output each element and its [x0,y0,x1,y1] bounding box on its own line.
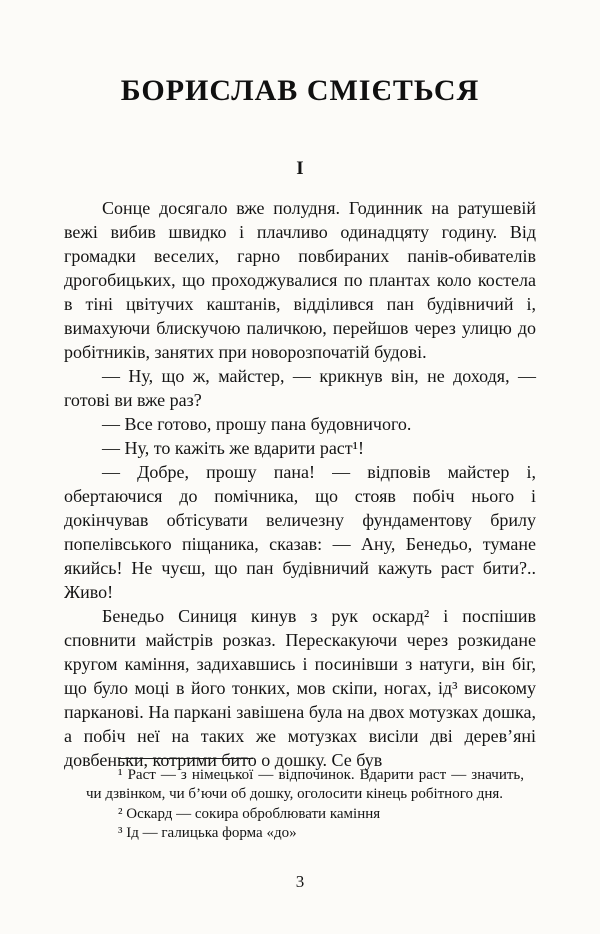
paragraph: — Ну, що ж, майстер, — крикнув він, не доходя, — готові ви вже раз? [64,366,536,410]
footnotes-section [86,750,524,844]
footnote-separator [118,758,253,759]
paragraph: — Добре, прошу пана! — відповів майстер і, обертаючися до помічника, що стояв побіч нього і докінчував обтісувати величезну фундаментову брилу попелівського піщаника, сказав: — Ану, Бенедьо, тумане якийсь! Не чуєш, що пан будівничий кажуть раст бити?.. Живо! [64,462,536,602]
footnotes-list [86,766,524,844]
footnote: ¹ Раст — з німецької — відпочинок. Вдарити раст — значить, чи дзвінком, чи б’ючи об дошку, оголосити кінець робітного дня. [86,766,524,802]
paragraph: Бенедьо Синиця кинув з рук оскард² і поспішив сповнити майстрів розказ. Перескакуючи через розкидане кругом каміння, задихавшись і посинівши з натуги, він біг, що було моці в його тонких, мов скіпи, ногах, ід³ високому парканові. На паркані завішена була на двох мотузках дошка, а побіч неї на таких же мотузках висіли дві дерев’яні довбеньки, котрими бито о дошку. Се був [64,606,536,770]
footnote: ³ Ід — галицька форма «до» [118,825,297,841]
book-title: БОРИСЛАВ СМІЄТЬСЯ [120,74,480,107]
paragraph: — Ну, то кажіть же вдарити раст¹! [102,438,365,458]
chapter-heading: I [296,158,304,179]
paragraph: Сонце досягало вже полудня. Годинник на ратушевій вежі вибив швидко і плачливо одинадцяту годину. Від громадки веселих, гарно повбираних панів-обивателів дрогобицьких, що проходжувалися по плантах коло костела в тіні цвітучих каштанів, відділився пан будівничий і, вимахуючи блискучою паличкою, перейшов через улицю до робітників, занятих при новорозпочатій будові. [64,198,536,362]
page-number: 3 [295,872,305,891]
body-text [64,196,536,772]
paragraph: — Все готово, прошу пана будовничого. [102,414,412,434]
footnote: ² Оскард — сокира оброблювати каміння [118,805,381,822]
